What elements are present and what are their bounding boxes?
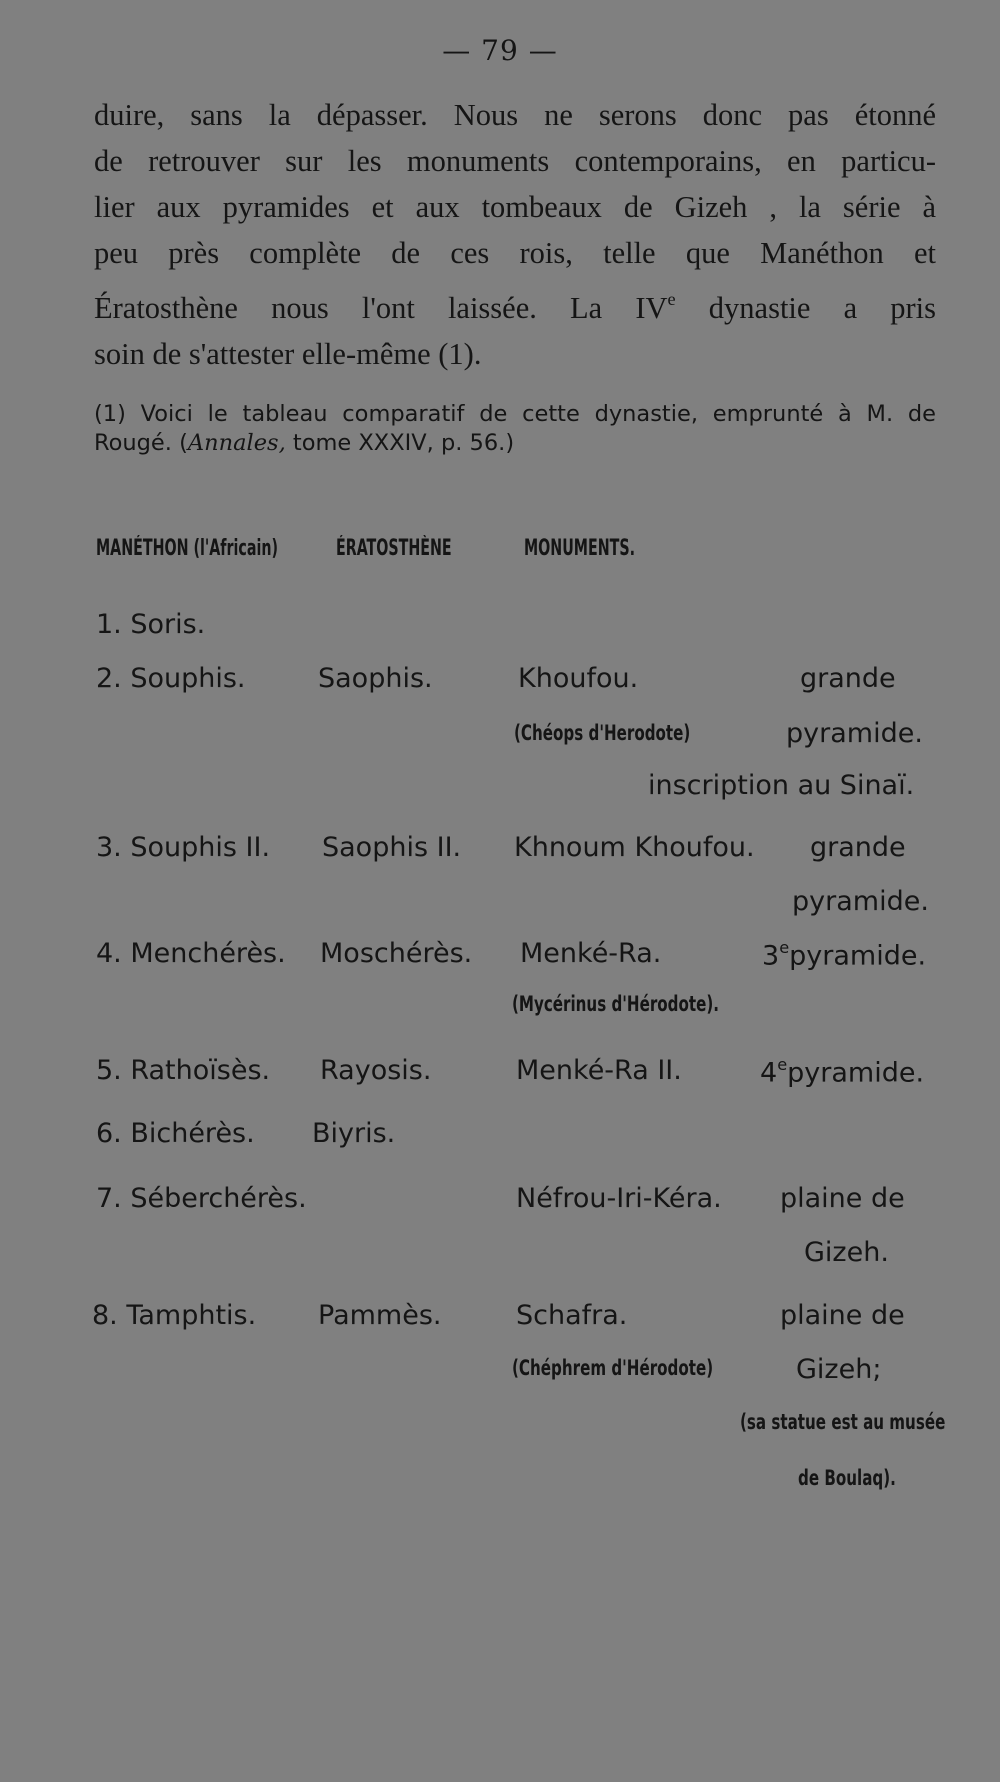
king-eratosthene: Saophis. [318, 663, 433, 694]
monument-remark: 4epyramide. [760, 1055, 925, 1089]
monument-note: (Chéops d'Herodote) [514, 721, 691, 745]
monument-name: Khoufou. [518, 663, 639, 694]
monument-name: Menké-Ra II. [516, 1055, 682, 1086]
monument-remark: grande [810, 832, 906, 863]
king-eratosthene: Saophis II. [322, 832, 462, 863]
footnote [94, 400, 936, 458]
monument-remark: pyramide. [792, 886, 929, 917]
king-manethon: 4. Menchérès. [96, 938, 286, 969]
monument-note: (Mycérinus d'Hérodote). [512, 992, 720, 1016]
king-manethon: 6. Bichérès. [96, 1118, 255, 1149]
body-line: soin de s'attester elle-même (1). [94, 336, 482, 371]
king-manethon: 2. Souphis. [96, 663, 246, 694]
monument-remark: Gizeh. [804, 1237, 889, 1268]
monument-remark: inscription au Sinaï. [648, 770, 915, 801]
monument-remark: plaine de [780, 1300, 905, 1331]
body-line: peu près complète de ces rois, telle que Manéthon et [94, 236, 936, 270]
king-eratosthene: Moschérès. [320, 938, 473, 969]
monument-name: Khnoum Khoufou. [514, 832, 755, 863]
king-manethon: 8. Tamphtis. [92, 1300, 257, 1331]
monument-note: (Chéphrem d'Hérodote) [512, 1356, 714, 1380]
monument-remark-note: (sa statue est au musée [740, 1410, 946, 1434]
footnote-line: Rougé. (Annales, tome XXXIV, p. 56.) [94, 430, 515, 456]
monument-remark: Gizeh; [796, 1354, 882, 1385]
footnote-citation: Annales, [187, 430, 286, 456]
monument-remark: 3epyramide. [762, 938, 927, 972]
monument-remark: plaine de [780, 1183, 905, 1214]
monument-name: Menké-Ra. [520, 938, 662, 969]
body-line: lier aux pyramides et aux tombeaux de Gizeh , la série à [94, 190, 936, 224]
king-eratosthene: Pammès. [318, 1300, 442, 1331]
page-number: — 79 — [442, 34, 558, 67]
body-paragraph [94, 92, 936, 377]
header-monuments: MONUMENTS. [524, 536, 636, 561]
footnote-line: (1) Voici le tableau comparatif de cette dynastie, emprunté à M. de [94, 401, 936, 427]
king-manethon: 1. Soris. [96, 609, 206, 640]
body-line: de retrouver sur les monuments contemporains, en particu- [94, 144, 936, 178]
superscript: e [667, 289, 676, 309]
monument-remark-note: de Boulaq). [798, 1466, 896, 1490]
monument-name: Néfrou-Iri-Kéra. [516, 1183, 722, 1214]
monument-remark: pyramide. [786, 718, 923, 749]
header-manethon: MANÉTHON (l'Africain) [96, 536, 279, 561]
king-manethon: 3. Souphis II. [96, 832, 271, 863]
body-line: duire, sans la dépasser. Nous ne serons donc pas étonné [94, 98, 936, 132]
king-manethon: 5. Rathoïsès. [96, 1055, 271, 1086]
king-eratosthene: Biyris. [312, 1118, 396, 1149]
body-line: Ératosthène nous l'ont laissée. La IVe dynastie a pris [94, 289, 936, 325]
king-eratosthene: Rayosis. [320, 1055, 432, 1086]
header-eratosthene: ÉRATOSTHÈNE [336, 536, 452, 561]
monument-name: Schafra. [516, 1300, 628, 1331]
king-manethon: 7. Séberchérès. [96, 1183, 307, 1214]
monument-remark: grande [800, 663, 896, 694]
